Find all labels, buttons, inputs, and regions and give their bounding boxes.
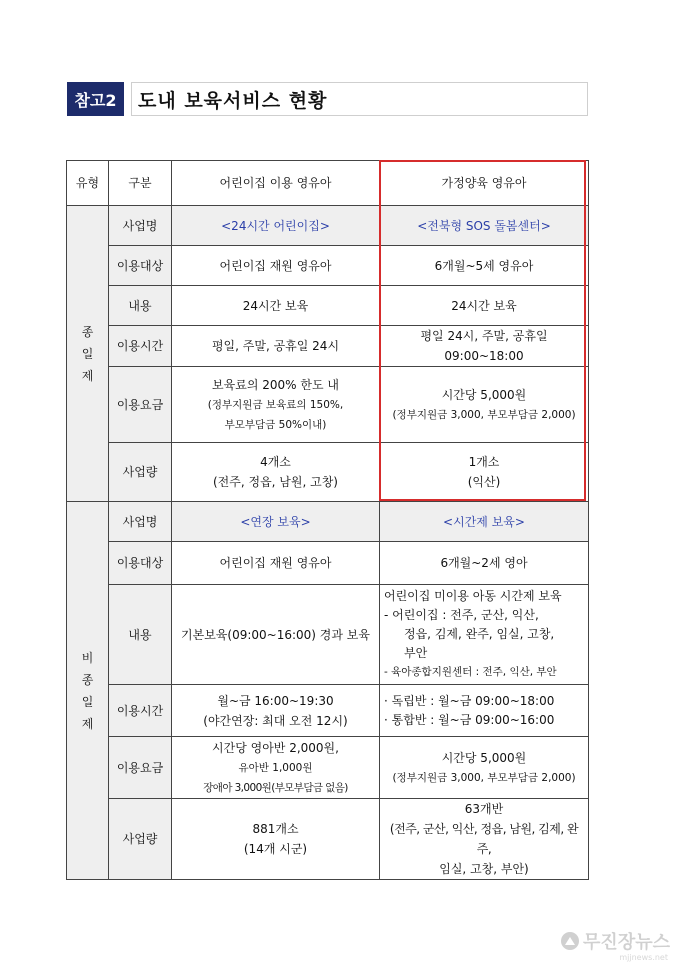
table-header-row: [67, 161, 589, 206]
cell-value: · 독립반 : 월~금 09:00~18:00 · 통합반 : 월~금 09:00~16:00: [380, 685, 589, 737]
row-label: 이용대상: [109, 542, 172, 585]
cell-value: 월~금 16:00~19:30 (야간연장: 최대 오전 12시): [172, 685, 380, 737]
row-label: 이용요금: [109, 367, 172, 443]
table-row: [67, 326, 589, 367]
row-label: 이용시간: [109, 326, 172, 367]
row-label: 이용시간: [109, 685, 172, 737]
table-row: [67, 685, 589, 737]
cell-value: 평일, 주말, 공휴일 24시: [172, 326, 380, 367]
page-title: 도내 보육서비스 현황: [131, 82, 588, 116]
title-bar: [67, 82, 588, 116]
header-home-children: 가정양육 영유아: [380, 161, 589, 206]
cell-value: 6개월~2세 영아: [380, 542, 589, 585]
cell-value: 24시간 보육: [172, 286, 380, 326]
table-row: [67, 502, 589, 542]
row-label: 내용: [109, 286, 172, 326]
watermark-text: 무진장뉴스: [583, 932, 670, 953]
cell-value: <연장 보육>: [172, 502, 380, 542]
table-row: [67, 286, 589, 326]
cell-value: <전북형 SOS 돌봄센터>: [380, 206, 589, 246]
childcare-services-table: [66, 160, 589, 880]
cell-value: <시간제 보육>: [380, 502, 589, 542]
table-row: [67, 799, 589, 880]
reference-badge: 참고2: [67, 82, 124, 116]
row-label: 이용대상: [109, 246, 172, 286]
header-type: 유형: [67, 161, 109, 206]
cell-value: <24시간 어린이집>: [172, 206, 380, 246]
cell-value: 4개소 (전주, 정읍, 남원, 고창): [172, 443, 380, 502]
header-category: 구분: [109, 161, 172, 206]
watermark-url: mjjnews.net: [619, 953, 668, 962]
cell-value: 881개소 (14개 시군): [172, 799, 380, 880]
cell-value: 어린이집 재원 영유아: [172, 246, 380, 286]
table-row: [67, 367, 589, 443]
row-label: 사업명: [109, 206, 172, 246]
table-row: [67, 246, 589, 286]
cell-value: 시간당 영아반 2,000원, 유아반 1,000원 장애아 3,000원(부모부담금 없음): [172, 737, 380, 799]
cell-value: 보육료의 200% 한도 내 (정부지원금 보육료의 150%, 부모부담금 50%이내): [172, 367, 380, 443]
row-label: 사업명: [109, 502, 172, 542]
type-part-time: 비 종 일 제: [67, 502, 109, 880]
row-label: 사업량: [109, 443, 172, 502]
mountain-logo-icon: [561, 932, 579, 950]
table-row: [67, 206, 589, 246]
type-full-day: 종 일 제: [67, 206, 109, 502]
table-row: [67, 737, 589, 799]
cell-value: 시간당 5,000원 (정부지원금 3,000, 부모부담금 2,000): [380, 367, 589, 443]
cell-value: 24시간 보육: [380, 286, 589, 326]
cell-value: 기본보육(09:00~16:00) 경과 보육: [172, 585, 380, 685]
row-label: 내용: [109, 585, 172, 685]
watermark: [561, 928, 670, 954]
row-label: 사업량: [109, 799, 172, 880]
table-row: [67, 542, 589, 585]
row-label: 이용요금: [109, 737, 172, 799]
table-row: [67, 585, 589, 685]
cell-value: 1개소 (익산): [380, 443, 589, 502]
cell-value: 평일 24시, 주말, 공휴일 09:00~18:00: [380, 326, 589, 367]
cell-value: 어린이집 미이용 아동 시간제 보육 - 어린이집 : 전주, 군산, 익산, 정읍, 김제, 완주, 임실, 고창, 부안 - 육아종합지원센터 : 전주, 익산, 부안: [380, 585, 589, 685]
cell-value: 시간당 5,000원 (정부지원금 3,000, 부모부담금 2,000): [380, 737, 589, 799]
table-row: [67, 443, 589, 502]
cell-value: 어린이집 재원 영유아: [172, 542, 380, 585]
cell-value: 63개반 (전주, 군산, 익산, 정읍, 남원, 김제, 완주, 임실, 고창, 부안): [380, 799, 589, 880]
header-daycare-children: 어린이집 이용 영유아: [172, 161, 380, 206]
cell-value: 6개월~5세 영유아: [380, 246, 589, 286]
